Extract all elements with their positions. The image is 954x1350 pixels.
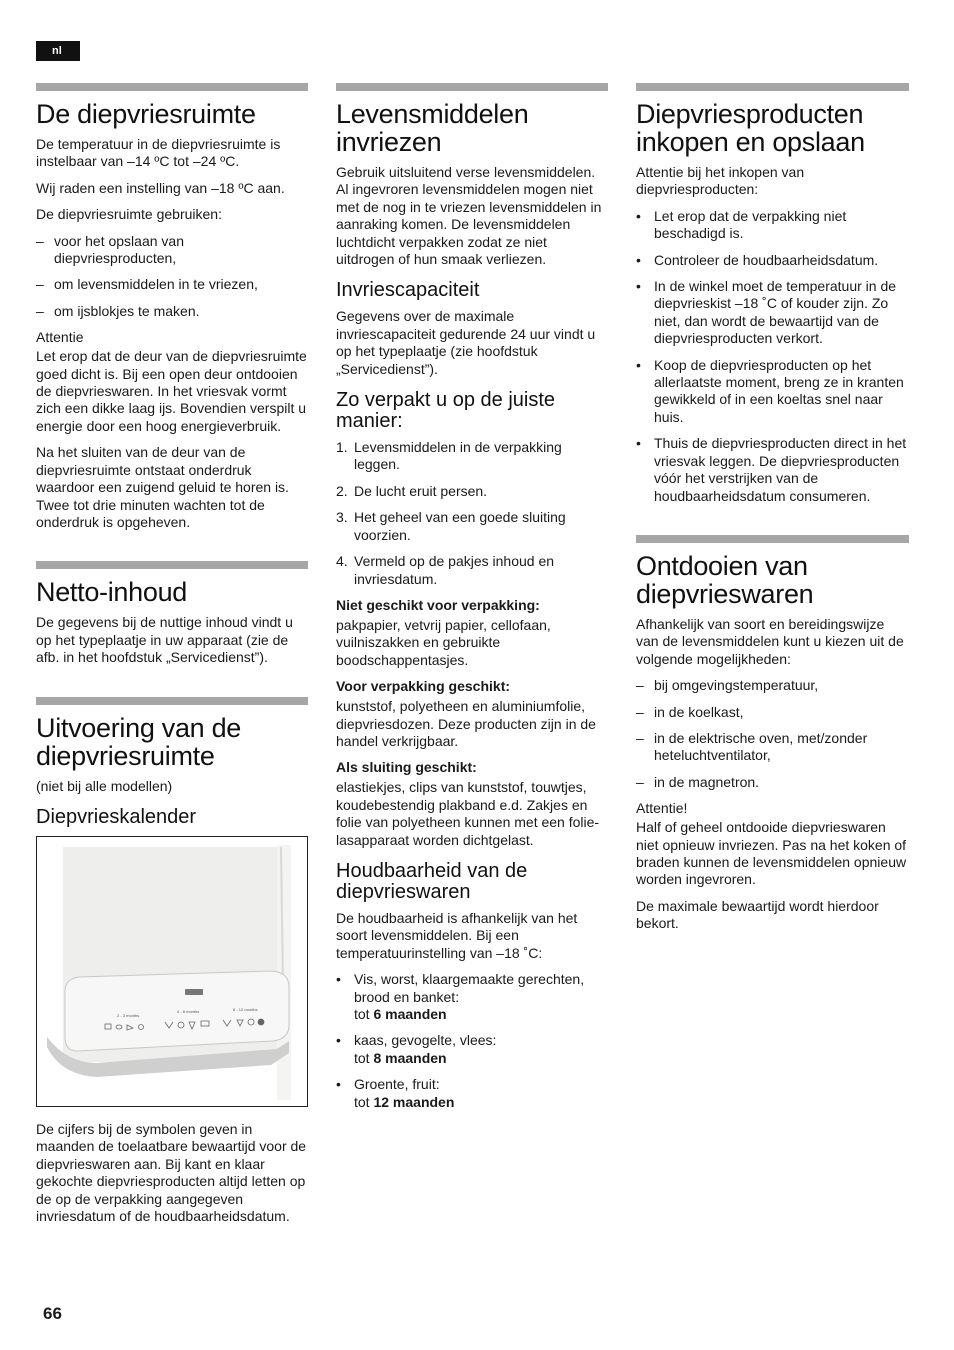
section-rule (636, 535, 909, 543)
paragraph: De maximale bewaartijd wordt hierdoor bekort. (636, 897, 879, 932)
list-item: • Vis, worst, klaargemaakte gerechten, brood en banket: tot 6 maanden (336, 971, 585, 1022)
paragraph: Gegevens over de maximale invriescapaciteit gedurende 24 uur vindt u op het typeplaatje (zie hoofdstuk „Servicedienst”). (336, 308, 596, 377)
list-item: 4. Vermeld op de pakjes inhoud en invriesdatum. (336, 553, 555, 587)
storage-list (336, 971, 608, 1111)
label-sluiting: Als sluiting geschikt: (336, 759, 477, 776)
paragraph: pakpapier, vetvrij papier, cellofaan, vuilniszakken en gebruikte boodschappentasjes. (336, 616, 551, 668)
paragraph: De diepvriesruimte gebruiken: (36, 206, 222, 223)
paragraph: Wij raden een instelling van –18 ºC aan. (36, 179, 285, 196)
tips-list (636, 208, 909, 505)
paragraph: De cijfers bij de symbolen geven in maanden de toelaatbare bewaartijd voor de diepvrieswaren aan. Bij kant en klaar gekochte diepvriesproducten altijd letten op de op de verpakking aangegeven invriesdatum of de houdbaarheidsdatum. (36, 1120, 307, 1224)
freezer-calendar-figure (36, 836, 308, 1107)
label-niet-geschikt: Niet geschikt voor verpakking: (336, 596, 540, 613)
column-2 (336, 83, 608, 1120)
heading-uitvoering: Uitvoering van de diepvriesruimte (36, 712, 242, 771)
list-item: 1. Levensmiddelen in de verpakking leggen. (336, 439, 562, 473)
packing-steps (336, 439, 608, 588)
language-tab: nl (36, 41, 80, 61)
paragraph: Attentie bij het inkopen van diepvriesproducten: (636, 164, 805, 198)
note: (niet bij alle modellen) (36, 777, 173, 794)
list-item: – in de elektrische oven, met/zonder heteluchtventilator, (636, 729, 868, 764)
heading-verpakken: Zo verpakt u op de juiste manier: (336, 389, 556, 433)
page-number: 66 (43, 1304, 62, 1323)
section-rule (636, 83, 909, 91)
section-rule (36, 561, 308, 569)
calendar-label: 4 - 8 months (177, 1008, 200, 1014)
heading-ontdooien: Ontdooien van diepvrieswaren (636, 550, 814, 609)
list-item: • Let erop dat de verpakking niet beschadigd is. (636, 207, 847, 242)
heading-diepvrieskalender: Diepvrieskalender (36, 805, 197, 828)
paragraph: elastiekjes, clips van kunststof, touwtjes, koudebestendig plakband e.d. Zakjes en folie van polyetheen kunnen met een folie-lasapparaat worden dichtgelast. (336, 779, 600, 848)
paragraph: Na het sluiten van de deur van de diepvriesruimte ontstaat onderdruk waardoor een zuigend geluid te horen is. Twee tot drie minuten wachten tot de onderdruk is opgeheven. (36, 444, 289, 530)
attentie-text: Half of geheel ontdooide diepvrieswaren niet opnieuw invriezen. Pas na het koken of braden kunnen de levensmiddelen opnieuw worden ingevroren. (636, 819, 907, 888)
freezer-calendar-illustration (37, 837, 307, 1106)
thaw-options-list (636, 677, 909, 791)
list-item: 2. De lucht eruit persen. (336, 482, 488, 499)
section-rule (36, 83, 308, 91)
paragraph: De houdbaarheid is afhankelijk van het soort levensmiddelen. Bij een temperatuurinstelling van –18 ˚C: (336, 909, 578, 961)
section-rule (36, 697, 308, 705)
list-item: – bij omgevingstemperatuur, (636, 677, 819, 694)
heading-diepvriesruimte: De diepvriesruimte (36, 99, 256, 129)
list-item: • kaas, gevogelte, vlees: tot 8 maanden (336, 1032, 497, 1066)
list-item: – in de magnetron. (636, 773, 760, 790)
uses-list (36, 233, 308, 321)
label-voor-verpakking: Voor verpakking geschikt: (336, 678, 511, 695)
column-3 (636, 83, 909, 942)
calendar-label: 8 - 12 months (233, 1006, 258, 1012)
heading-inkopen-opslaan: Diepvriesproducten inkopen en opslaan (636, 99, 865, 157)
list-item: • In de winkel moet de temperatuur in de diepvrieskist –18 ˚C of kouder zijn. Zo niet, dan wordt de bewaartijd van de diepvriesproducten verkort. (636, 278, 897, 347)
heading-levensmiddelen-invriezen: Levensmiddelen invriezen (336, 99, 529, 157)
heading-invriescapaciteit: Invriescapaciteit (336, 279, 480, 302)
attentie-label: Attentie! (636, 800, 688, 817)
heading-houdbaarheid: Houdbaarheid van de diepvrieswaren (336, 859, 528, 903)
column-1 (36, 83, 308, 1234)
list-item: • Thuis de diepvriesproducten direct in het vriesvak leggen. De diepvriesproducten vóór het verstrijken van de houdbaarheidsdatum consumeren. (636, 435, 907, 504)
list-item: – om ijsblokjes te maken. (36, 302, 200, 319)
list-item: – om levensmiddelen in te vriezen, (36, 276, 258, 293)
section-rule (336, 83, 608, 91)
list-item: • Koop de diepvriesproducten op het allerlaatste moment, breng ze in kranten gewikkeld of in een koeltas snel naar huis. (636, 356, 904, 425)
paragraph: Afhankelijk van soort en bereidingswijze van de levensmiddelen kunt u kiezen uit de volgende mogelijkheden: (636, 615, 904, 667)
paragraph: Gebruik uitsluitend verse levensmiddelen. Al ingevroren levensmiddelen mogen niet met de nog in te vriezen levensmiddelen in aanraking komen. De levensmiddelen luchtdicht verpakken zodat ze niet uitdrogen of hun smaak verliezen. (336, 164, 602, 268)
heading-netto-inhoud: Netto-inhoud (36, 577, 188, 608)
list-item: – in de koelkast, (636, 703, 744, 720)
paragraph: De gegevens bij de nuttige inhoud vindt u op het typeplaatje in uw apparaat (zie de afb. in het hoofdstuk „Servicedienst”). (36, 614, 293, 666)
paragraph: kunststof, polyetheen en aluminiumfolie, diepvriesdozen. Deze producten zijn in de handel verkrijgbaar. (336, 698, 596, 749)
list-item: • Groente, fruit: tot 12 maanden (336, 1076, 455, 1110)
calendar-label: 2 - 3 months (117, 1012, 140, 1018)
list-item: – voor het opslaan van diepvriesproducten, (36, 232, 184, 267)
list-item: 3. Het geheel van een goede sluiting voorzien. (336, 509, 566, 543)
attentie-label: Attentie (36, 329, 84, 346)
attentie-text: Let erop dat de deur van de diepvriesruimte goed dicht is. Bij een open deur ontdooien de diepvrieswaren. In het vriesvak vormt zich een dikke laag ijs. Bovendien verspilt u energie door een hoog energieverbruik. (36, 348, 307, 434)
paragraph: De temperatuur in de diepvriesruimte is instelbaar van –14 ºC tot –24 ºC. (36, 136, 281, 170)
list-item: • Controleer de houdbaarheidsdatum. (636, 251, 879, 268)
